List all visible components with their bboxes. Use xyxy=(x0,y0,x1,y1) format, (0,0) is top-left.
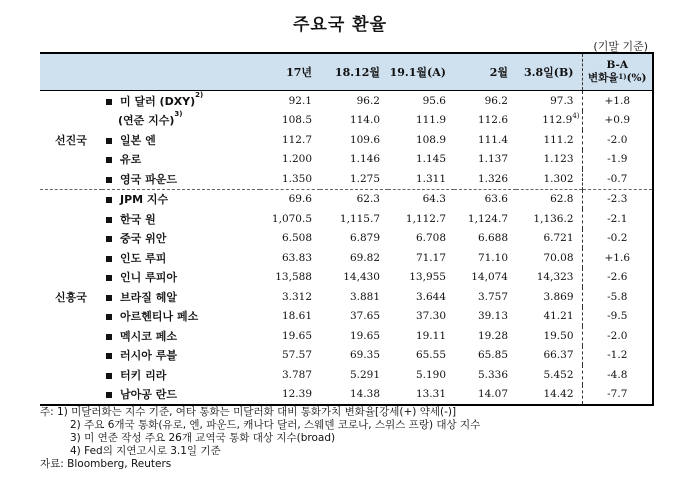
change-rate: -1.2 xyxy=(582,346,653,366)
currency-name xyxy=(102,150,260,170)
value-v1 xyxy=(260,346,320,366)
value-text: 92.1 xyxy=(288,94,312,107)
value-text: 1.275 xyxy=(349,172,380,185)
bullet-icon xyxy=(106,217,112,223)
header-change-sup: 1) xyxy=(618,72,627,81)
value-v3 xyxy=(388,189,454,209)
value-v5 xyxy=(516,189,582,209)
table-row xyxy=(40,268,653,288)
value-text: 5.291 xyxy=(349,368,380,381)
value-text: 71.10 xyxy=(477,251,508,264)
value-v3 xyxy=(388,346,454,366)
value-v4 xyxy=(454,111,516,131)
table-row xyxy=(40,385,653,406)
header-blank-2 xyxy=(102,53,260,91)
value-v4 xyxy=(454,229,516,249)
header-change-line2: 변화율 xyxy=(587,72,619,84)
value-v3 xyxy=(388,229,454,249)
value-text: 14.42 xyxy=(543,388,574,401)
table-row xyxy=(40,111,653,131)
table-row xyxy=(40,169,653,189)
value-text: 114.0 xyxy=(349,114,380,127)
currency-label: JPM 지수 xyxy=(120,193,169,207)
value-v5 xyxy=(516,268,582,288)
value-v4 xyxy=(454,169,516,189)
table-row xyxy=(40,130,653,150)
currency-name xyxy=(102,169,260,189)
value-text: 3.869 xyxy=(543,290,574,303)
value-v4 xyxy=(454,189,516,209)
value-v2 xyxy=(320,229,388,249)
currency-name xyxy=(102,307,260,327)
value-v4 xyxy=(454,268,516,288)
footnote-marker: 4) xyxy=(572,112,580,121)
value-text: 108.5 xyxy=(281,114,312,127)
value-text: 3.787 xyxy=(281,368,312,381)
value-text: 96.2 xyxy=(356,94,380,107)
value-text: 108.9 xyxy=(415,133,446,146)
value-text: 13.31 xyxy=(415,388,446,401)
value-text: 112.7 xyxy=(281,133,312,146)
value-v1 xyxy=(260,189,320,209)
currency-label: (연준 지수) xyxy=(118,114,175,128)
value-v5 xyxy=(516,130,582,150)
value-v4 xyxy=(454,209,516,229)
value-v2 xyxy=(320,169,388,189)
bullet-icon xyxy=(106,197,112,203)
value-v5 xyxy=(516,326,582,346)
value-v3 xyxy=(388,111,454,131)
value-text: 14,074 xyxy=(471,271,508,284)
value-v5 xyxy=(516,111,582,131)
value-v1 xyxy=(260,385,320,406)
value-text: 3.881 xyxy=(349,290,380,303)
bullet-icon xyxy=(106,275,112,281)
value-text: 1.200 xyxy=(281,153,312,166)
currency-name xyxy=(102,268,260,288)
value-text: 71.17 xyxy=(415,251,446,264)
value-v3 xyxy=(388,268,454,288)
value-v5 xyxy=(516,229,582,249)
bullet-icon xyxy=(106,138,112,144)
value-text: 112.6 xyxy=(477,114,508,127)
value-v5 xyxy=(516,365,582,385)
value-v1 xyxy=(260,169,320,189)
value-text: 39.13 xyxy=(477,310,508,323)
value-v5 xyxy=(516,248,582,268)
change-rate: -0.2 xyxy=(582,229,653,249)
change-rate: -1.9 xyxy=(582,150,653,170)
value-v5 xyxy=(516,385,582,406)
value-text: 63.83 xyxy=(281,251,312,264)
header-col-1812: 18.12월 xyxy=(320,53,388,91)
value-text: 111.2 xyxy=(543,133,574,146)
value-v5 xyxy=(516,287,582,307)
change-rate: -0.7 xyxy=(582,169,653,189)
value-v4 xyxy=(454,346,516,366)
value-v1 xyxy=(260,91,320,111)
currency-name xyxy=(102,326,260,346)
bullet-icon xyxy=(106,157,112,163)
value-v2 xyxy=(320,385,388,406)
value-v5 xyxy=(516,91,582,111)
change-rate: -2.0 xyxy=(582,326,653,346)
value-text: 13,588 xyxy=(275,271,312,284)
bullet-icon xyxy=(106,314,112,320)
value-text: 65.85 xyxy=(477,349,508,362)
change-rate: -7.7 xyxy=(582,385,653,406)
bullet-icon xyxy=(106,334,112,340)
exchange-rate-table xyxy=(40,52,654,406)
value-text: 18.61 xyxy=(281,310,312,323)
value-text: 66.37 xyxy=(543,349,574,362)
unit-label: (기말 기준) xyxy=(593,40,648,53)
currency-label: 브라질 헤알 xyxy=(120,290,177,304)
change-rate: +1.8 xyxy=(582,91,653,111)
value-text: 5.336 xyxy=(477,368,508,381)
currency-name xyxy=(102,111,260,131)
currency-label: 인도 루피 xyxy=(120,251,167,265)
value-text: 1.326 xyxy=(477,172,508,185)
currency-label: 미 달러 (DXY) xyxy=(120,94,196,108)
value-v1 xyxy=(260,268,320,288)
value-v1 xyxy=(260,287,320,307)
value-v1 xyxy=(260,130,320,150)
value-v5 xyxy=(516,150,582,170)
value-v1 xyxy=(260,365,320,385)
value-v4 xyxy=(454,287,516,307)
change-rate: -2.1 xyxy=(582,209,653,229)
currency-name xyxy=(102,346,260,366)
bullet-icon xyxy=(106,392,112,398)
page-title: 주요국 환율 xyxy=(292,15,388,35)
value-v2 xyxy=(320,248,388,268)
header-row xyxy=(40,53,653,91)
group-label-advanced: 선진국 xyxy=(55,133,87,147)
change-rate: +1.6 xyxy=(582,248,653,268)
value-v4 xyxy=(454,91,516,111)
bullet-icon xyxy=(106,256,112,262)
value-v4 xyxy=(454,326,516,346)
currency-name xyxy=(102,248,260,268)
value-text: 37.65 xyxy=(349,310,380,323)
value-text: 6.708 xyxy=(415,232,446,245)
value-v2 xyxy=(320,365,388,385)
value-text: 95.6 xyxy=(422,94,446,107)
value-text: 19.28 xyxy=(477,329,508,342)
value-v5 xyxy=(516,169,582,189)
value-v2 xyxy=(320,111,388,131)
value-v2 xyxy=(320,326,388,346)
value-text: 97.3 xyxy=(550,94,574,107)
value-text: 41.21 xyxy=(543,310,574,323)
currency-label: 멕시코 페소 xyxy=(120,329,177,343)
change-rate: -2.0 xyxy=(582,130,653,150)
value-text: 1.311 xyxy=(415,172,446,185)
footnote-1: 주: 1) 미달러화는 지수 기준, 여타 통화는 미달러화 대비 통화가치 변화율[강세(+) 약세(-)] xyxy=(40,406,457,418)
value-v4 xyxy=(454,385,516,406)
value-text: 19.65 xyxy=(281,329,312,342)
value-text: 109.6 xyxy=(349,133,380,146)
value-text: 1,124.7 xyxy=(467,212,508,225)
value-v1 xyxy=(260,209,320,229)
bullet-icon xyxy=(106,236,112,242)
value-text: 14.38 xyxy=(349,388,380,401)
value-v2 xyxy=(320,91,388,111)
footnote-2: 2) 주요 6개국 통화(유로, 엔, 파운드, 캐나다 달러, 스웨덴 코로나, 스위스 프랑) 대상 지수 xyxy=(70,419,481,431)
table-row xyxy=(40,307,653,327)
currency-name xyxy=(102,130,260,150)
value-v3 xyxy=(388,91,454,111)
value-v3 xyxy=(388,287,454,307)
header-col-1901: 19.1월(A) xyxy=(388,53,454,91)
value-text: 12.39 xyxy=(281,388,312,401)
table-row xyxy=(40,346,653,366)
value-v2 xyxy=(320,346,388,366)
table-row xyxy=(40,326,653,346)
bullet-icon xyxy=(106,99,112,105)
value-text: 6.721 xyxy=(543,232,574,245)
value-text: 3.312 xyxy=(281,290,312,303)
value-text: 62.3 xyxy=(356,193,380,206)
value-v1 xyxy=(260,150,320,170)
value-text: 112.9 xyxy=(542,114,573,127)
table-row xyxy=(40,209,653,229)
currency-label: 아르헨티나 페소 xyxy=(120,310,199,324)
bullet-icon xyxy=(106,373,112,379)
value-text: 1.137 xyxy=(477,153,508,166)
value-text: 14,323 xyxy=(536,271,574,284)
currency-label: 러시아 루블 xyxy=(120,349,177,363)
currency-label: 영국 파운드 xyxy=(120,172,177,186)
value-v3 xyxy=(388,365,454,385)
value-text: 6.879 xyxy=(349,232,380,245)
currency-label: 남아공 란드 xyxy=(120,388,177,402)
value-text: 3.644 xyxy=(415,290,446,303)
bullet-icon xyxy=(106,295,112,301)
value-text: 1,115.7 xyxy=(339,212,380,225)
value-text: 37.30 xyxy=(415,310,446,323)
change-rate: -5.8 xyxy=(582,287,653,307)
change-rate: +0.9 xyxy=(582,111,653,131)
value-text: 13,955 xyxy=(409,271,446,284)
value-v3 xyxy=(388,307,454,327)
table-row xyxy=(40,365,653,385)
footnote-marker: 2) xyxy=(195,90,204,99)
value-text: 96.2 xyxy=(484,94,508,107)
footnotes xyxy=(40,406,480,471)
value-text: 65.55 xyxy=(415,349,446,362)
table-row xyxy=(40,248,653,268)
header-blank-1 xyxy=(40,53,102,91)
currency-name xyxy=(102,229,260,249)
footnote-3: 3) 미 연준 작성 주요 26개 교역국 통화 대상 지수(broad) xyxy=(70,432,336,444)
header-change-line1: B-A xyxy=(606,59,629,71)
value-text: 14,430 xyxy=(343,271,380,284)
value-v5 xyxy=(516,209,582,229)
value-v1 xyxy=(260,248,320,268)
value-text: 1,070.5 xyxy=(271,212,312,225)
header-change-rate xyxy=(582,53,653,91)
currency-label: 일본 엔 xyxy=(120,133,156,147)
value-text: 57.57 xyxy=(281,349,312,362)
value-text: 3.757 xyxy=(477,290,508,303)
header-col-17: 17년 xyxy=(260,53,320,91)
value-v3 xyxy=(388,209,454,229)
change-rate: -2.6 xyxy=(582,268,653,288)
currency-name xyxy=(102,385,260,406)
currency-label: 중국 위안 xyxy=(120,232,167,246)
currency-label: 터키 리라 xyxy=(120,368,167,382)
value-text: 1.350 xyxy=(281,172,312,185)
value-text: 6.688 xyxy=(477,232,508,245)
value-v2 xyxy=(320,150,388,170)
table-row xyxy=(40,150,653,170)
value-text: 63.6 xyxy=(484,193,508,206)
value-v1 xyxy=(260,307,320,327)
change-rate: -4.8 xyxy=(582,365,653,385)
value-v4 xyxy=(454,365,516,385)
currency-label: 유로 xyxy=(120,153,142,167)
table-row xyxy=(40,91,653,111)
value-text: 1,112.7 xyxy=(405,212,446,225)
value-v1 xyxy=(260,326,320,346)
value-text: 1.145 xyxy=(415,153,446,166)
footnote-marker: 3) xyxy=(174,110,183,119)
value-text: 70.08 xyxy=(543,251,574,264)
currency-label: 한국 원 xyxy=(120,212,156,226)
change-rate: -9.5 xyxy=(582,307,653,327)
value-v4 xyxy=(454,150,516,170)
value-v3 xyxy=(388,169,454,189)
value-v5 xyxy=(516,346,582,366)
header-change-unit: (%) xyxy=(626,72,647,84)
value-v4 xyxy=(454,307,516,327)
value-text: 69.82 xyxy=(349,251,380,264)
currency-name xyxy=(102,91,260,111)
value-text: 5.190 xyxy=(415,368,446,381)
value-v5 xyxy=(516,307,582,327)
value-text: 5.452 xyxy=(543,368,574,381)
value-v2 xyxy=(320,268,388,288)
currency-name xyxy=(102,287,260,307)
value-text: 64.3 xyxy=(422,193,446,206)
value-v3 xyxy=(388,150,454,170)
value-v4 xyxy=(454,248,516,268)
value-text: 62.8 xyxy=(550,193,574,206)
value-text: 19.50 xyxy=(543,329,574,342)
value-v2 xyxy=(320,209,388,229)
header-col-feb: 2월 xyxy=(454,53,516,91)
value-text: 1.123 xyxy=(543,153,574,166)
value-v2 xyxy=(320,130,388,150)
table-row xyxy=(40,229,653,249)
value-text: 1.302 xyxy=(543,172,574,185)
table-row xyxy=(40,189,653,209)
value-v4 xyxy=(454,130,516,150)
value-v1 xyxy=(260,229,320,249)
currency-label: 인니 루피아 xyxy=(120,271,177,285)
change-rate: -2.3 xyxy=(582,189,653,209)
value-text: 69.6 xyxy=(288,193,312,206)
value-v2 xyxy=(320,307,388,327)
value-v1 xyxy=(260,111,320,131)
value-text: 19.65 xyxy=(349,329,380,342)
value-v2 xyxy=(320,287,388,307)
value-text: 111.9 xyxy=(415,114,446,127)
table-body xyxy=(40,91,653,406)
value-v3 xyxy=(388,248,454,268)
group-label-emerging: 신흥국 xyxy=(40,189,102,405)
value-v2 xyxy=(320,189,388,209)
value-text: 1,136.2 xyxy=(533,212,574,225)
header-col-mar8: 3.8일(B) xyxy=(516,53,582,91)
bullet-icon xyxy=(106,353,112,359)
source-note: 자료: Bloomberg, Reuters xyxy=(40,458,172,470)
value-v3 xyxy=(388,385,454,406)
currency-name xyxy=(102,189,260,209)
value-text: 69.35 xyxy=(349,349,380,362)
value-text: 6.508 xyxy=(281,232,312,245)
value-v3 xyxy=(388,130,454,150)
value-text: 19.11 xyxy=(415,329,446,342)
currency-name xyxy=(102,209,260,229)
footnote-4: 4) Fed의 지연고시로 3.1일 기준 xyxy=(70,445,221,457)
value-text: 14.07 xyxy=(477,388,508,401)
value-text: 1.146 xyxy=(349,153,380,166)
value-text: 111.4 xyxy=(477,133,508,146)
table-row xyxy=(40,287,653,307)
currency-name xyxy=(102,365,260,385)
bullet-icon xyxy=(106,177,112,183)
value-v3 xyxy=(388,326,454,346)
